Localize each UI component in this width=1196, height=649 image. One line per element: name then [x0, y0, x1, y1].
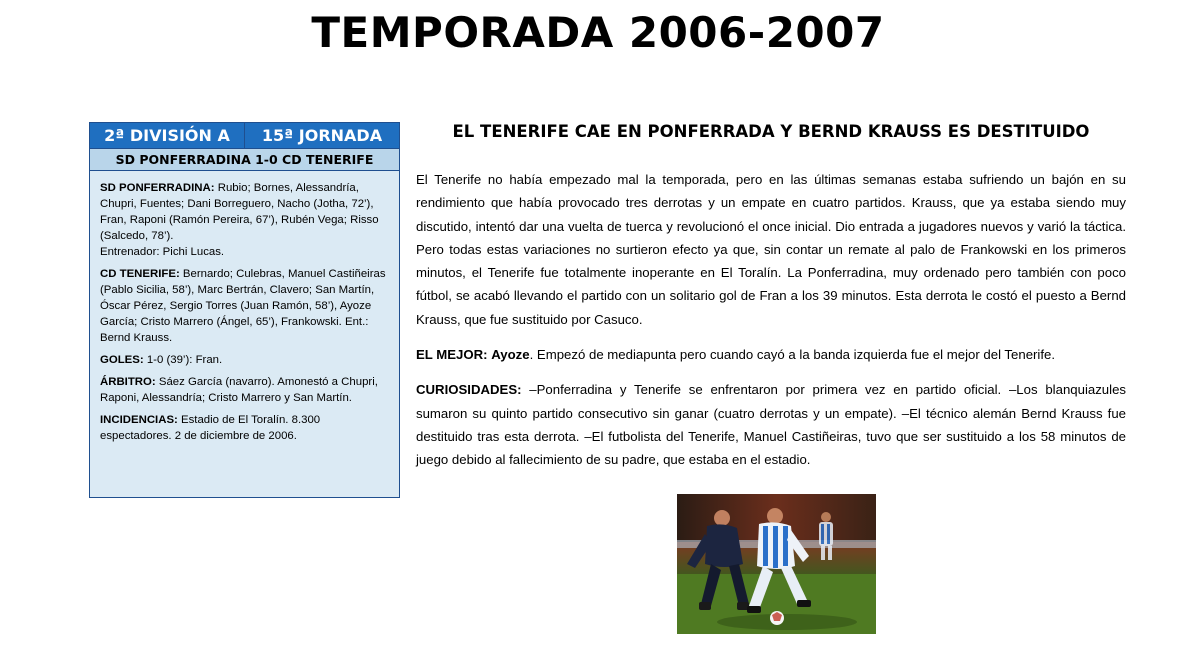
arbitro-paragraph — [100, 374, 389, 406]
incidencias-label: INCIDENCIAS: — [100, 414, 178, 426]
ponferradina-lineup-paragraph — [100, 180, 389, 260]
photo-icon — [677, 494, 876, 634]
goles-label: GOLES: — [100, 354, 144, 366]
division-label: 2ª DIVISIÓN A — [90, 123, 245, 148]
el-mejor-name: Ayoze — [491, 347, 530, 363]
goles-paragraph — [100, 352, 389, 368]
el-mejor-text: . Empezó de mediapunta pero cuando cayó a la banda izquierda fue el mejor del Tenerife. — [529, 347, 1056, 363]
page-title: TEMPORADA 2006-2007 — [311, 8, 885, 57]
ponferradina-coach: Entrenador: Pichi Lucas. — [100, 246, 225, 258]
tenerife-lineup-paragraph — [100, 266, 389, 346]
el-mejor-paragraph — [416, 343, 1126, 366]
match-result: SD PONFERRADINA 1-0 CD TENERIFE — [90, 149, 399, 171]
tenerife-lineup: Bernardo; Culebras, Manuel Castiñeiras (Pablo Sicilia, 58’), Marc Bertrán, Clavero; San Martín, Óscar Pérez, Sergio Torres (Juan Ramón, 58’), Ayoze García; Cristo Marrero (Ángel, 65’), Frankowski. Ent.: Bernd Krauss. — [100, 268, 386, 344]
tenerife-label: CD TENERIFE: — [100, 268, 180, 280]
incidencias-text: Estadio de El Toralín. 8.300 espectadores. 2 de diciembre de 2006. — [100, 414, 321, 442]
article-main-paragraph: El Tenerife no había empezado mal la temporada, pero en las últimas semanas estaba sufriendo un bajón en su rendimiento que había provocado tres derrotas y un empate en cuatro partidos. Krauss, que ya estaba siendo muy discutido, intentó dar una vuelta de tuerca y revolucionó el once inicial. Dio entrada a jugadores nuevos y varió la táctica. Pero todas estas variaciones no surtieron efecto ya que, sin contar un remate al palo de Frankowski en los primeros minutos, el Tenerife fue totalmente inoperante en El Toralín. La Ponferradina, muy ordenado pero también con poco fútbol, se acabó llevando el partido con un solitario gol de Fran a los 39 minutos. Esta derrota le costó el puesto a Bernd Krauss, que fue sustituido por Casuco. — [416, 172, 1126, 327]
curiosidades-paragraph — [416, 378, 1126, 471]
el-mejor-label: EL MEJOR: — [416, 347, 488, 363]
ponferradina-label: SD PONFERRADINA: — [100, 182, 215, 194]
match-details — [90, 171, 399, 444]
jornada-label: 15ª JORNADA — [261, 126, 383, 145]
curiosidades-text: –Ponferradina y Tenerife se enfrentaron por primera vez en partido oficial. –Los blanquiazules sumaron su quinto partido consecutivo sin ganar (cuatro derrotas y un empate). –El técnico alemán Bernd Krauss fue destituido tras esta derrota. –El futbolista del Tenerife, Manuel Castiñeiras, tuvo que ser sustituido a los 58 minutos de juego debido al fallecimiento de su padre, que estaba en el estadio. — [416, 382, 1126, 468]
match-box-header — [90, 123, 399, 149]
football-match-photo — [677, 494, 876, 634]
match-info-box — [89, 122, 400, 498]
article-headline: EL TENERIFE CAE EN PONFERRADA Y BERND KRAUSS ES DESTITUIDO — [452, 122, 1090, 141]
arbitro-text: Sáez García (navarro). Amonestó a Chupri, Raponi, Alessandría; Cristo Marrero y San Martín. — [100, 376, 378, 404]
goles-text: 1-0 (39’): Fran. — [143, 354, 223, 366]
curiosidades-label: CURIOSIDADES: — [416, 382, 522, 398]
incidencias-paragraph — [100, 412, 389, 444]
article-body — [416, 168, 1126, 484]
arbitro-label: ÁRBITRO: — [100, 376, 156, 388]
ponferradina-lineup: Rubio; Bornes, Alessandría, Chupri, Fuentes; Dani Borreguero, Nacho (Jotha, 72’), Fran, Raponi (Ramón Pereira, 67’), Rubén Vega; Risso (Salcedo, 78’). — [100, 182, 379, 242]
